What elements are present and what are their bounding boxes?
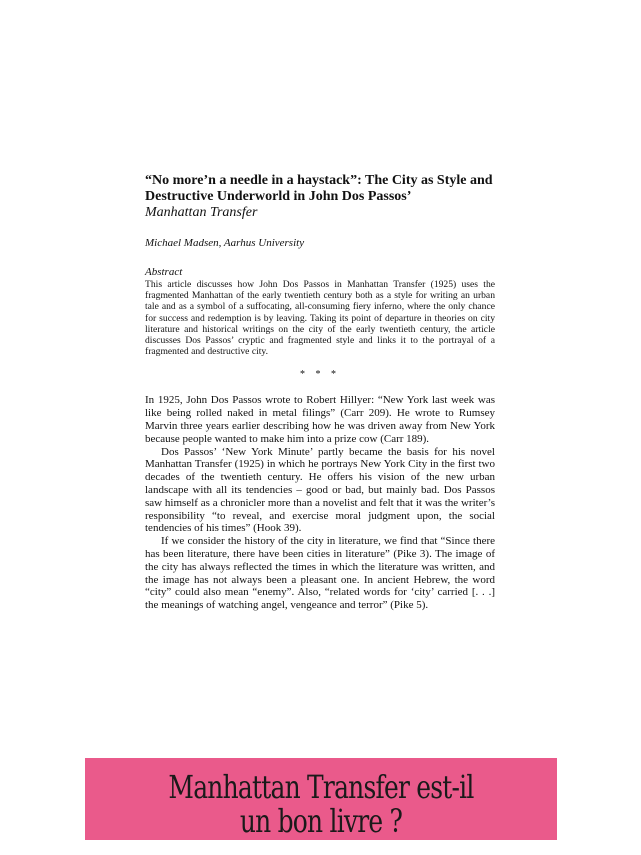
author-line: Michael Madsen, Aarhus University	[145, 237, 305, 249]
article-body	[145, 394, 495, 612]
title-banner	[85, 758, 557, 840]
article-page	[145, 173, 495, 612]
body-paragraph: Dos Passos’ ‘New York Minute’ partly became the basis for his novel Manhattan Transfer (1925) in which he portrays New York City in the first two decades of the twentieth century. He offers his vision of the new urban landscape with all its tendencies – good or bad, but mainly bad. Dos Passos saw himself as a chronicler more than a novelist and felt that it was the writer’s responsibility “to reveal, and exercise moral judgment upon, the social tendencies of his times” (Hook 39).	[145, 445, 495, 535]
title-italic: Manhattan Transfer	[145, 205, 258, 220]
abstract-text: This article discusses how John Dos Passos in Manhattan Transfer (1925) uses the fragmented Manhattan of the early twentieth century both as a style for writing an urban tale and as a symbol of a suffocating, all-consuming fiery inferno, where the only chance for success and redemption is by leaving. Taking its point of departure in theories on city literature and historical writings on the city of the early twentieth century, the article discusses Dos Passos’ cryptic and fragmented style and links it to the portrayal of a fragmented and destructive city.	[145, 279, 495, 358]
abstract-label: Abstract	[145, 266, 183, 278]
banner-line-2: un bon livre ?	[239, 802, 403, 840]
body-paragraph: If we consider the history of the city in literature, we find that “Since there has been literature, there have been cities in literature” (Pike 3). The image of the city has always reflected the times in which the literature was written, and the image has not always been a pleasant one. In ancient Hebrew, the word “city” could also mean “enemy”. Also, “related words for ‘city’ carried [. . .] the meanings of watching angel, vengeance and terror” (Pike 5).	[145, 535, 495, 612]
article-title	[145, 173, 495, 221]
title-main: “No more’n a needle in a haystack”: The City as Style and Destructive Underworld in John Dos Passos’	[145, 173, 493, 204]
body-paragraph: In 1925, John Dos Passos wrote to Robert Hillyer: “New York last week was like being rolled naked in metal filings” (Carr 209). He wrote to Rumsey Marvin three years earlier describing how he was driven away from New York because people wanted to make him into a prize cow (Carr 189).	[145, 394, 495, 445]
section-separator: * * *	[300, 369, 340, 381]
banner-line-1: Manhattan Transfer est-il	[168, 768, 474, 806]
